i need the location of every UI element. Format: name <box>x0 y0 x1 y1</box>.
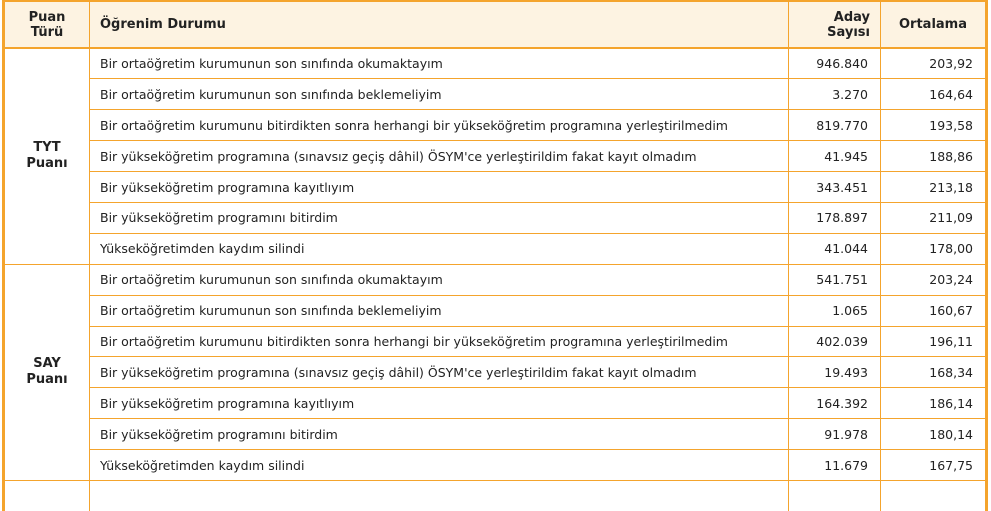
table-row <box>4 141 987 172</box>
table-row <box>4 388 987 419</box>
average-score-cell: 178,00 <box>881 233 987 264</box>
candidate-count-cell: 819.770 <box>789 110 881 141</box>
table-row <box>4 202 987 233</box>
candidate-count-cell: 541.751 <box>789 264 881 295</box>
candidate-count-cell: 1.065 <box>789 295 881 326</box>
candidate-count-cell: 11.679 <box>789 450 881 481</box>
candidate-count-cell: 343.451 <box>789 172 881 203</box>
header-score-type <box>4 1 90 48</box>
table-row <box>4 172 987 203</box>
candidate-count-cell: 3.270 <box>789 79 881 110</box>
average-score-cell: 213,18 <box>881 172 987 203</box>
score-type-line2: Puanı <box>26 156 68 172</box>
average-score-cell: 168,34 <box>881 357 987 388</box>
education-status-cell: Bir ortaöğretim kurumunun son sınıfında beklemeliyim <box>90 295 789 326</box>
partial-cell <box>881 480 987 511</box>
score-type-line1: TYT <box>33 140 61 156</box>
candidate-count-cell: 91.978 <box>789 419 881 450</box>
candidate-count-cell: 178.897 <box>789 202 881 233</box>
table-row <box>4 357 987 388</box>
header-score-type-line1: Puan <box>28 9 66 25</box>
education-status-cell: Yükseköğretimden kaydım silindi <box>90 450 789 481</box>
table-body <box>4 48 987 511</box>
header-candidate-count <box>789 1 881 48</box>
table-row <box>4 419 987 450</box>
candidate-count-cell: 41.945 <box>789 141 881 172</box>
table-row-partial <box>4 480 987 511</box>
average-score-cell: 160,67 <box>881 295 987 326</box>
candidate-count-cell: 402.039 <box>789 326 881 357</box>
table-row <box>4 295 987 326</box>
partial-cell <box>90 480 789 511</box>
partial-cell <box>4 480 90 511</box>
education-status-cell: Bir yükseköğretim programına (sınavsız geçiş dâhil) ÖSYM'ce yerleştirildim fakat kayıt olmadım <box>90 141 789 172</box>
average-score-cell: 186,14 <box>881 388 987 419</box>
header-row <box>4 1 987 48</box>
candidate-count-cell: 164.392 <box>789 388 881 419</box>
table-row <box>4 264 987 295</box>
score-type-line2: Puanı <box>26 372 68 388</box>
average-score-cell: 180,14 <box>881 419 987 450</box>
education-status-cell: Yükseköğretimden kaydım silindi <box>90 233 789 264</box>
table-row <box>4 233 987 264</box>
candidate-count-cell: 41.044 <box>789 233 881 264</box>
score-type-line1: SAY <box>33 356 61 372</box>
table-row <box>4 48 987 79</box>
score-type-group-label <box>4 48 90 264</box>
table-row <box>4 450 987 481</box>
education-status-cell: Bir ortaöğretim kurumunun son sınıfında okumaktayım <box>90 48 789 79</box>
education-status-cell: Bir yükseköğretim programına kayıtlıyım <box>90 388 789 419</box>
average-score-cell: 196,11 <box>881 326 987 357</box>
average-score-cell: 167,75 <box>881 450 987 481</box>
header-candidate-count-line2: Sayısı <box>827 24 870 40</box>
average-score-cell: 188,86 <box>881 141 987 172</box>
average-score-cell: 164,64 <box>881 79 987 110</box>
table-row <box>4 110 987 141</box>
table-row <box>4 326 987 357</box>
candidate-count-cell: 946.840 <box>789 48 881 79</box>
table-row <box>4 79 987 110</box>
score-type-group-label <box>4 264 90 480</box>
education-status-cell: Bir yükseköğretim programını bitirdim <box>90 202 789 233</box>
education-status-cell: Bir ortaöğretim kurumunun son sınıfında beklemeliyim <box>90 79 789 110</box>
education-status-cell: Bir yükseköğretim programını bitirdim <box>90 419 789 450</box>
average-score-cell: 203,92 <box>881 48 987 79</box>
education-status-cell: Bir yükseköğretim programına kayıtlıyım <box>90 172 789 203</box>
candidate-count-cell: 19.493 <box>789 357 881 388</box>
header-candidate-count-line1: Aday <box>833 9 870 25</box>
education-status-cell: Bir yükseköğretim programına (sınavsız geçiş dâhil) ÖSYM'ce yerleştirildim fakat kayıt olmadım <box>90 357 789 388</box>
header-score-type-line2: Türü <box>30 24 64 40</box>
header-education-status: Öğrenim Durumu <box>90 1 789 48</box>
education-status-cell: Bir ortaöğretim kurumunu bitirdikten sonra herhangi bir yükseköğretim programına yerleştirilmedim <box>90 110 789 141</box>
average-score-cell: 203,24 <box>881 264 987 295</box>
education-status-cell: Bir ortaöğretim kurumunun son sınıfında okumaktayım <box>90 264 789 295</box>
average-score-cell: 211,09 <box>881 202 987 233</box>
education-status-cell: Bir ortaöğretim kurumunu bitirdikten sonra herhangi bir yükseköğretim programına yerleştirilmedim <box>90 326 789 357</box>
results-table <box>2 0 988 511</box>
header-average: Ortalama <box>881 1 987 48</box>
average-score-cell: 193,58 <box>881 110 987 141</box>
partial-cell <box>789 480 881 511</box>
